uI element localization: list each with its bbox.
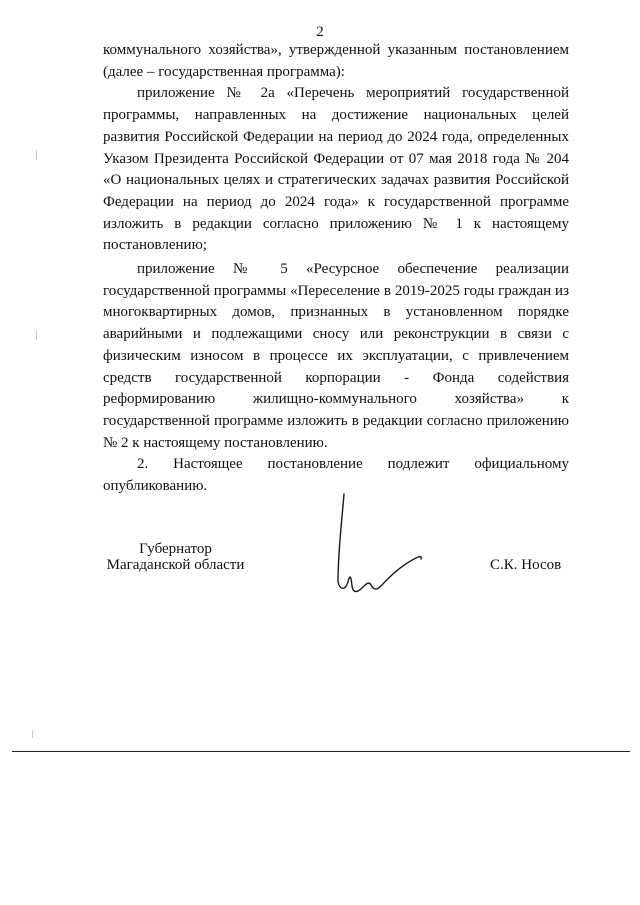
document-body [103, 40, 569, 498]
scan-artifact [32, 730, 33, 738]
scan-artifact [36, 330, 37, 340]
paragraph-continuation: коммунального хозяйства», утвержденной указанным постановлением (далее – государственная программа): [103, 42, 569, 80]
signatory-region: Магаданской области [106, 557, 245, 573]
page-bottom-rule [12, 751, 630, 752]
signatory-position: Губернатор [139, 541, 212, 557]
paragraph-appendix-2a: приложение № 2а «Перечень мероприятий государственной программы, направленных на достижение национальных целей развития Российской Федерации на период до 2024 года, определенных Указом Президента Российской Федерации от 07 мая 2018 года № 204 «О национальных целях и стратегических задачах развития Российской Федерации на период до 2024 года» к государственной программе изложить в редакции согласно приложению № 1 к настоящему постановлению; [103, 85, 569, 254]
signatory-name: С.К. Носов [490, 557, 562, 573]
paragraph-appendix-5: приложение № 5 «Ресурсное обеспечение реализации государственной программы «Переселение в 2019-2025 годы граждан из многоквартирных домов, признанных в установленном порядке аварийными и подлежащими сносу или реконструкции в связи с физическим износом в процессе их эксплуатации, с привлечением средств государственной корпорации - Фонда содействия реформированию жилищно-коммунального хозяйства» к государственной программе изложить в редакции согласно приложению № 2 к настоящему постановлению. [103, 261, 569, 451]
scan-artifact [36, 150, 37, 160]
signatory-title [103, 541, 248, 573]
page-number: 2 [316, 24, 324, 40]
handwritten-signature [318, 490, 428, 610]
paragraph-publication: 2. Настоящее постановление подлежит официальному опубликованию. [103, 456, 569, 495]
